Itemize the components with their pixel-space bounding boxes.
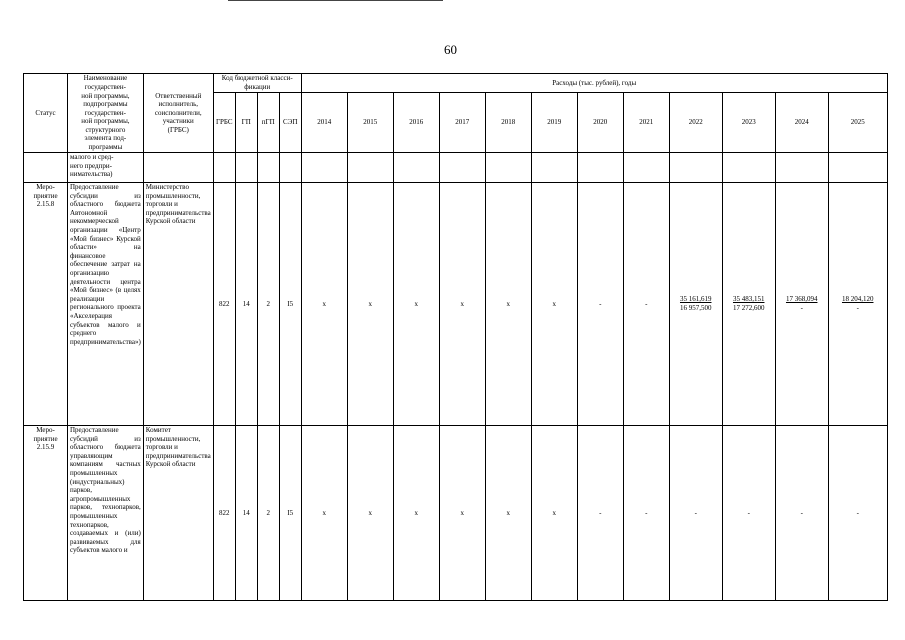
page-number: 60 — [444, 42, 457, 57]
value-cell: - — [577, 183, 623, 426]
row-status: Меро- приятие 2.15.8 — [24, 183, 68, 426]
header-code-pgp: пГП — [257, 93, 279, 153]
row-name: Предоставление субсидии из областного бюджета Автономной некоммерческой организации «Центр «Мой бизнес» Курской области» на финансовое обеспечение затрат на организацию деятельности центра «Мой бизнес» (в целях реализации регионального проекта «Акселерация субъектов малого и среднего предпринимательства») — [68, 183, 144, 426]
continuation-name: малого и сред- него предпри- нимательства) — [68, 153, 144, 183]
row-status: Меро- приятие 2.15.9 — [24, 426, 68, 601]
header-code-sep: СЭП — [279, 93, 301, 153]
value-cell: x — [393, 183, 439, 426]
header-year: 2019 — [531, 93, 577, 153]
header-year: 2022 — [669, 93, 722, 153]
value-total: 35 161,619 — [679, 295, 712, 304]
value-cell: - — [623, 426, 669, 601]
header-year: 2015 — [347, 93, 393, 153]
header-expenses: Расходы (тыс. рублей), годы — [301, 74, 887, 93]
header-code-grbs: ГРБС — [213, 93, 235, 153]
code-gp: 14 — [235, 183, 257, 426]
row-responsible: Министерство промышленности, торговли и предпринимательства Курской области — [143, 183, 213, 426]
table-row — [24, 426, 888, 601]
row-name: Предоставление субсидий из областного бюджета управляющим компаниям частных промышленных (индустриальных) парков, агропромышленных парков, технопарков, промышленных технопарков, создаваемых и (или) развиваемых для субъектов малого и — [68, 426, 144, 601]
code-pgp: 2 — [257, 426, 279, 601]
value-total: 17 368,094 — [785, 295, 818, 304]
continuation-empty — [143, 153, 213, 183]
value-cell: - — [722, 426, 775, 601]
value-federal: 17 272,600 — [732, 304, 765, 312]
header-year: 2014 — [301, 93, 347, 153]
value-cell: x — [393, 426, 439, 601]
continuation-status — [24, 153, 68, 183]
header-code-gp: ГП — [235, 93, 257, 153]
header-year: 2025 — [828, 93, 887, 153]
value-cell: - — [828, 426, 887, 601]
value-cell: - — [669, 426, 722, 601]
value-cell: - — [577, 426, 623, 601]
value-cell: x — [439, 183, 485, 426]
value-cell: x — [301, 183, 347, 426]
scan-edge-line — [228, 0, 443, 1]
value-cell: x — [301, 426, 347, 601]
header-name: Наименование государствен- ной программы, подпрограммы государствен- ной программы, структурного элемента под- программы — [68, 74, 144, 153]
budget-table — [23, 73, 888, 601]
value-cell: x — [347, 183, 393, 426]
header-budget-code: Код бюджетной класси- фикации — [213, 74, 301, 93]
code-sep: I5 — [279, 426, 301, 601]
value-total: 18 204,120 — [841, 295, 874, 304]
header-status: Статус — [24, 74, 68, 153]
value-cell — [775, 183, 828, 426]
row-responsible: Комитет промышленности, торговли и предпринимательства Курской области — [143, 426, 213, 601]
header-year: 2024 — [775, 93, 828, 153]
header-responsible: Ответственный исполнитель, соисполнители, участники (ГРБС) — [143, 74, 213, 153]
value-cell: x — [485, 183, 531, 426]
header-year: 2018 — [485, 93, 531, 153]
value-cell: x — [531, 183, 577, 426]
code-sep: I5 — [279, 183, 301, 426]
code-gp: 14 — [235, 426, 257, 601]
value-total: 35 483,151 — [732, 295, 765, 304]
code-grbs: 822 — [213, 183, 235, 426]
value-cell: x — [531, 426, 577, 601]
value-cell — [722, 183, 775, 426]
header-year: 2021 — [623, 93, 669, 153]
header-year: 2020 — [577, 93, 623, 153]
header-year: 2017 — [439, 93, 485, 153]
code-grbs: 822 — [213, 426, 235, 601]
value-cell — [669, 183, 722, 426]
value-cell — [828, 183, 887, 426]
value-cell: x — [485, 426, 531, 601]
value-cell: - — [623, 183, 669, 426]
header-year: 2023 — [722, 93, 775, 153]
value-cell: x — [347, 426, 393, 601]
value-federal: 16 957,500 — [679, 304, 712, 312]
code-pgp: 2 — [257, 183, 279, 426]
value-cell: - — [775, 426, 828, 601]
value-federal: - — [800, 304, 803, 312]
value-federal: - — [856, 304, 859, 312]
header-year: 2016 — [393, 93, 439, 153]
table-row — [24, 183, 888, 426]
value-cell: x — [439, 426, 485, 601]
